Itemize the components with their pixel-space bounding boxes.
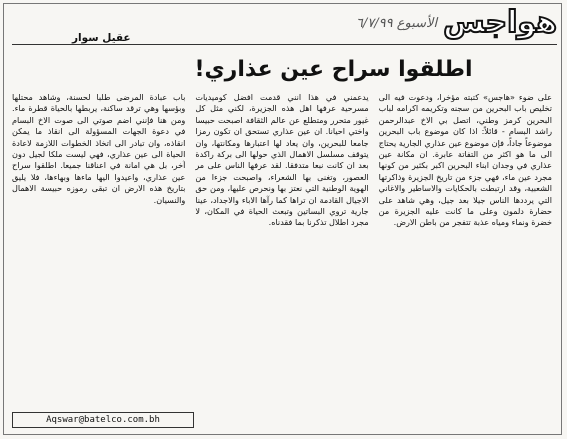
column-name: هواجس [443, 5, 557, 40]
article-column-right [379, 92, 552, 402]
author-email: Aqswar@batelco.com.bh [12, 412, 194, 428]
article-title: اطلقوا سراح عين عذاري! [194, 57, 473, 82]
article-column-middle [195, 92, 368, 402]
column-text: يدعمني في هذا انني قدمت افضل كوميديات مسرحية عرفها اهل هذه الجزيرة، لكني مثل كل غيور متحرر ومتطلع عن عالم الثقافة اصبحت حبيسا واختي احيانا. ان عين عذاري تستحق ان تكون رمزا جامعا للبحرين، وان يعاد لها اعتبارها ومكانتها، وان يتوقف مسلسل الاهمال الذي حولها الى بركة راكدة بعد ان كانت نبعا متدفقا. لقد عرفها الناس على مر العصور، وتغنى بها الشعراء، واصبحت جزءا من الهوية الوطنية التي نعتز بها ونحرص عليها، ومن حق الاجيال القادمة ان تراها كما رآها الاباء والاجداد، عينا جارية تروي البساتين وتبعث الحياة في المكان، لا مجرد اطلال تذكرنا بما فقدناه. [195, 92, 369, 228]
column-header [12, 5, 557, 48]
handwritten-date: الأسبوع ٦/٧/٩٩ [355, 15, 438, 31]
article-column-left [12, 92, 185, 402]
author-name: عقيل سوار [72, 32, 131, 44]
article-columns [12, 92, 552, 402]
header-rule [12, 44, 557, 45]
column-text: باب عبادة المرضى طلبا لحسنة، وشاهد محتلها وبؤسها وهي ترقد ساكنة، يربطها بالحياة قطرة ماء. ومن هنا فإنني اضم صوتي الى صوت الاخ البسام في دعوة الجهات المسؤولة الى انقاذ ما يمكن انقاذه، وان تبادر الى اتخاذ الخطوات اللازمة لاعادة الحياة الى عين عذاري، فهي ليست ملكا لجيل دون آخر، بل هي امانة في اعناقنا جميعا. اطلقوا سراح عين عذاري، واعيدوا اليها ماءها وبهاءها، فلا يليق بتاريخ هذه الارض ان تبقى رموزه حبيسة الاهمال والنسيان. [12, 92, 186, 205]
masthead [355, 5, 557, 40]
column-text: على ضوء «هاجس» كتبته مؤخرا، ودعوت فيه الى تخليص باب البحرين من سجنه وتكريمه اكرامه لباب البحرين كرمز وطني، اتصل بي الاخ عبدالرحمن راشد البسام - قائلاً: اذا كان موضوع باب البحرين موضوعاً جاداً، فإن موضوع عين عذاري الجارية يحتاج الى ما هو اكثر من التفاتة عابرة. ان مكانة عين عذاري في وجدان ابناء البحرين اكبر بكثير من كونها مجرد عين ماء، فهي جزء من تاريخ الجزيرة وذاكرتها الشعبية، وقد ارتبطت بالحكايات والاساطير والاغاني التي يرددها الناس جيلا بعد جيل، وهي شاهد على حضارة دلمون وعلى ما كانت عليه الجزيرة من خضرة ونماء ومياه عذبة تتفجر من باطن الارض. [378, 92, 552, 228]
